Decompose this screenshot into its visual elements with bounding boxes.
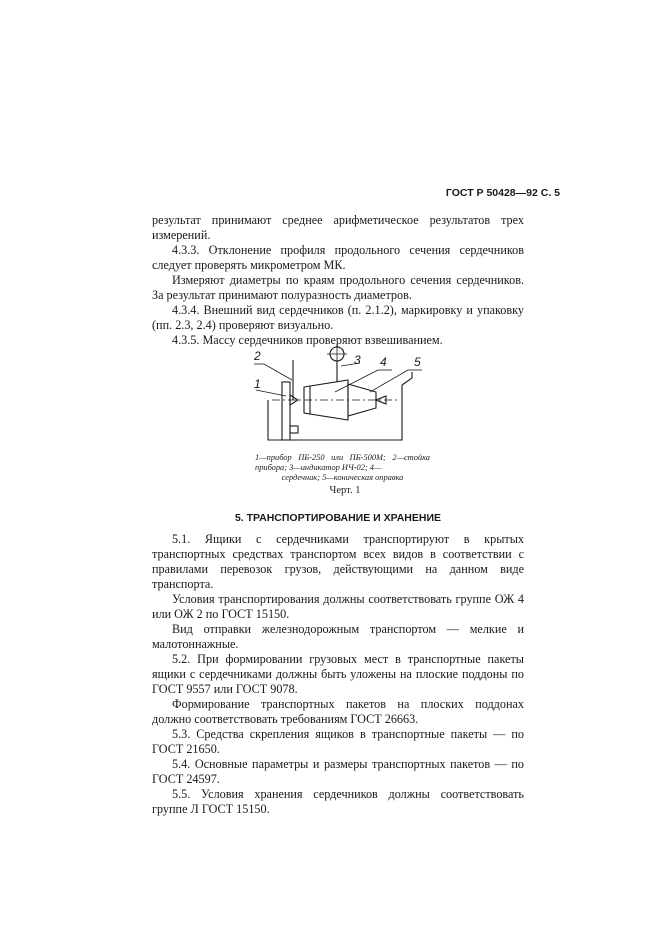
paragraph: Условия транспортирования должны соответствовать группе ОЖ 4 или ОЖ 2 по ГОСТ 15150. — [152, 592, 524, 621]
left-post — [282, 382, 290, 440]
paragraph: 5.4. Основные параметры и размеры транспортных пакетов — по ГОСТ 24597. — [152, 757, 524, 786]
paragraph: 5.3. Средства скрепления ящиков в транспортные пакеты — по ГОСТ 21650. — [152, 727, 524, 756]
small-block — [290, 426, 298, 433]
paragraph: 5.5. Условия хранения сердечников должны соответствовать группе Л ГОСТ 15150. — [152, 787, 524, 816]
figure-caption — [255, 453, 430, 483]
text-block-section-4 — [152, 213, 524, 348]
paragraph: 5.2. При формировании грузовых мест в транспортные пакеты ящики с сердечниками должны быть уложены на плоские поддоны по ГОСТ 9557 или ГОСТ 9078. — [152, 652, 524, 696]
section-title: 5. ТРАНСПОРТИРОВАНИЕ И ХРАНЕНИЕ — [234, 512, 442, 524]
figure-drawing — [250, 340, 440, 450]
paragraph: 4.3.4. Внешний вид сердечников (п. 2.1.2), маркировку и упаковку (пп. 2.3, 2.4) проверяют визуально. — [152, 303, 524, 332]
figure-label-5: 5 — [414, 355, 421, 369]
figure-title: Черт. 1 — [329, 485, 361, 496]
paragraph: Формирование транспортных пакетов на плоских поддонах должно соответствовать требованиям ГОСТ 26663. — [152, 697, 524, 726]
figure-label-3: 3 — [354, 353, 361, 367]
paragraph: 5.1. Ящики с сердечниками транспортируют в крытых транспортных средствах транспортом всех видов в соответствии с правилами перевозок грузов, действующими на данном виде транспорта. — [152, 532, 524, 591]
figure-label-4: 4 — [380, 355, 387, 369]
paragraph: 4.3.5. Массу сердечников проверяют взвешиванием. — [172, 333, 443, 347]
diagram-svg — [250, 340, 440, 450]
paragraph: результат принимают среднее арифметическое результатов трех измерений. — [152, 213, 524, 242]
text-block-section-5 — [152, 532, 524, 817]
base-frame — [268, 385, 402, 440]
page-header: ГОСТ Р 50428—92 С. 5 — [445, 187, 560, 199]
figure-label-1: 1 — [254, 377, 261, 391]
caption-line-2: сердечник; 5—коническая оправка — [281, 473, 404, 482]
caption-line-1: 1—прибор ПБ-250 или ПБ-500М; 2—стойка прибора; 3—индикатор ИЧ-02; 4— — [255, 453, 430, 472]
paragraph: Измеряют диаметры по краям продольного сечения сердечников. За результат принимают полуразность диаметров. — [152, 273, 524, 302]
frame-right-post — [402, 372, 412, 385]
figure-label-2: 2 — [254, 349, 261, 363]
paragraph: Вид отправки железнодорожным транспортом — мелкие и малотоннажные. — [152, 622, 524, 651]
paragraph: 4.3.3. Отклонение профиля продольного сечения сердечников следует проверять микрометром МК. — [152, 243, 524, 272]
